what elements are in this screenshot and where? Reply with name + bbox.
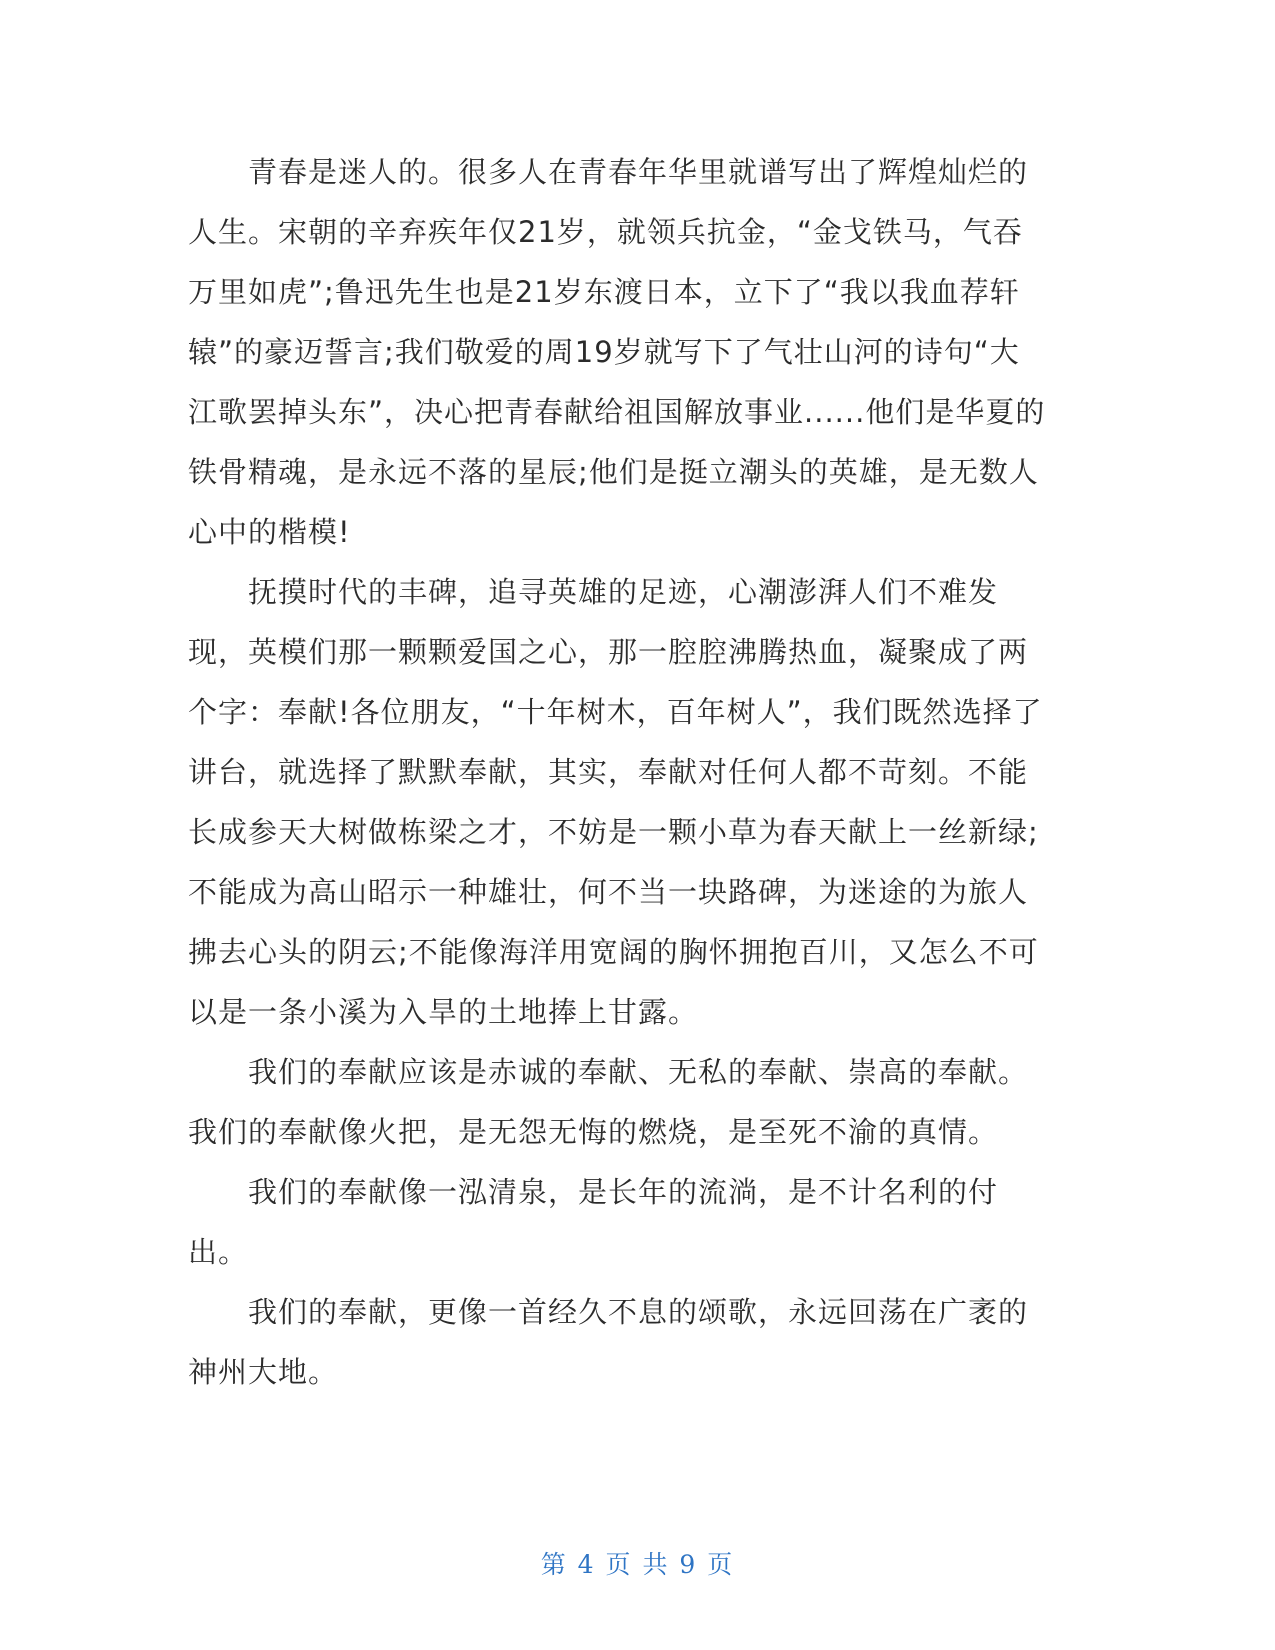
paragraph-3: 我们的奉献应该是赤诚的奉献、无私的奉献、崇高的奉献。我们的奉献像火把，是无怨无悔的燃烧，是至死不渝的真情。: [188, 1055, 1029, 1149]
paragraph-1: 青春是迷人的。很多人在青春年华里就谱写出了辉煌灿烂的人生。宋朝的辛弃疾年仅21岁，就领兵抗金，“金戈铁马，气吞万里如虎”;鲁迅先生也是21岁东渡日本，立下了“我以我血荐轩辕”的豪迈誓言;我们敬爱的周19岁就写下了气壮山河的诗句“大江歌罢掉头东”，决心把青春献给祖国解放事业......他们是华夏的铁骨精魂，是永远不落的星辰;他们是挺立潮头的英雄，是无数人心中的楷模!: [188, 155, 1046, 549]
document-body: [188, 142, 1048, 1402]
paragraph-5: 我们的奉献，更像一首经久不息的颂歌，永远回荡在广袤的神州大地。: [188, 1295, 1029, 1389]
paragraph-2: 抚摸时代的丰碑，追寻英雄的足迹，心潮澎湃人们不难发现，英模们那一颗颗爱国之心，那一腔腔沸腾热血，凝聚成了两个字：奉献!各位朋友，“十年树木，百年树人”，我们既然选择了讲台，就选择了默默奉献，其实，奉献对任何人都不苛刻。不能长成参天大树做栋梁之才，不妨是一颗小草为春天献上一丝新绿;不能成为高山昭示一种雄壮，何不当一块路碑，为迷途的为旅人拂去心头的阴云;不能像海洋用宽阔的胸怀拥抱百川，又怎么不可以是一条小溪为入旱的土地捧上甘露。: [188, 575, 1043, 1029]
paragraph-4: 我们的奉献像一泓清泉，是长年的流淌，是不计名利的付出。: [188, 1175, 999, 1269]
page-number-footer: 第 4 页 共 9 页: [540, 1550, 735, 1579]
